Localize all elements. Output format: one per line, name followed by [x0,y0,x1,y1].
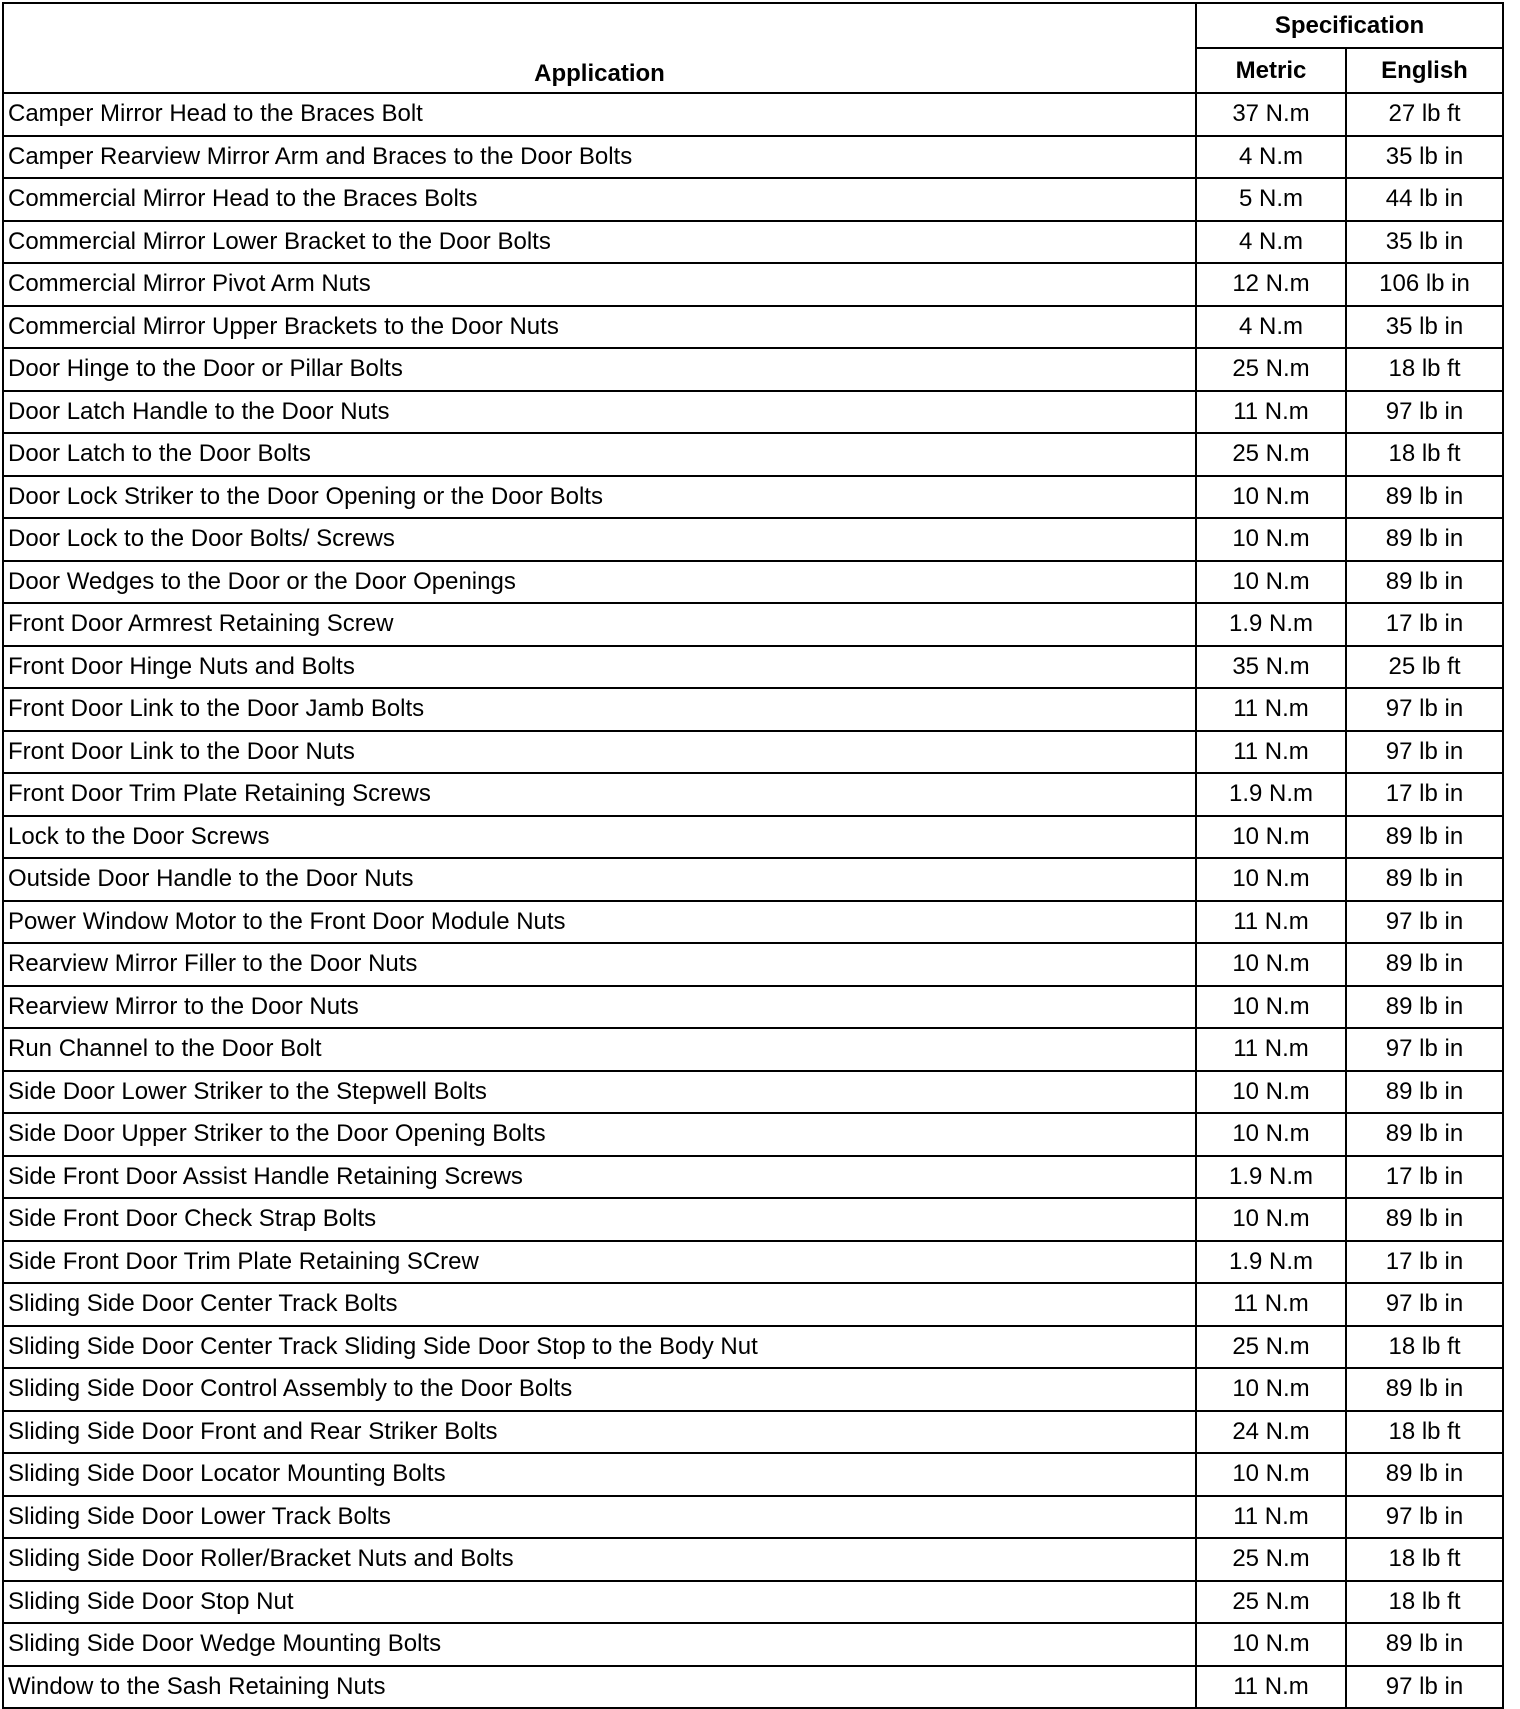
english-cell: 18 lb ft [1346,1326,1503,1369]
application-cell: Front Door Link to the Door Jamb Bolts [3,688,1196,731]
metric-cell: 35 N.m [1196,646,1346,689]
header-english: English [1346,48,1503,93]
table-row [3,1326,1503,1369]
english-cell: 17 lb in [1346,603,1503,646]
application-cell: Sliding Side Door Center Track Bolts [3,1283,1196,1326]
table-header [3,3,1503,93]
table-row [3,518,1503,561]
metric-cell: 10 N.m [1196,1113,1346,1156]
table-row [3,1538,1503,1581]
table-row [3,263,1503,306]
metric-cell: 10 N.m [1196,561,1346,604]
table-row [3,1028,1503,1071]
table-row [3,1368,1503,1411]
table-row [3,901,1503,944]
application-cell: Outside Door Handle to the Door Nuts [3,858,1196,901]
english-cell: 89 lb in [1346,1071,1503,1114]
metric-cell: 10 N.m [1196,1453,1346,1496]
fastener-spec-table [2,2,1504,1709]
english-cell: 44 lb in [1346,178,1503,221]
metric-cell: 1.9 N.m [1196,603,1346,646]
english-cell: 18 lb ft [1346,433,1503,476]
application-cell: Sliding Side Door Stop Nut [3,1581,1196,1624]
metric-cell: 4 N.m [1196,306,1346,349]
english-cell: 17 lb in [1346,1241,1503,1284]
header-application: Application [3,3,1196,93]
english-cell: 97 lb in [1346,1666,1503,1709]
english-cell: 89 lb in [1346,1198,1503,1241]
application-cell: Door Lock to the Door Bolts/ Screws [3,518,1196,561]
application-cell: Front Door Armrest Retaining Screw [3,603,1196,646]
table-row [3,561,1503,604]
english-cell: 89 lb in [1346,858,1503,901]
metric-cell: 10 N.m [1196,518,1346,561]
application-cell: Door Latch Handle to the Door Nuts [3,391,1196,434]
english-cell: 17 lb in [1346,773,1503,816]
english-cell: 89 lb in [1346,1368,1503,1411]
english-cell: 89 lb in [1346,561,1503,604]
english-cell: 35 lb in [1346,136,1503,179]
metric-cell: 10 N.m [1196,816,1346,859]
application-cell: Front Door Hinge Nuts and Bolts [3,646,1196,689]
table-row [3,178,1503,221]
english-cell: 27 lb ft [1346,93,1503,136]
english-cell: 89 lb in [1346,1453,1503,1496]
table-row [3,136,1503,179]
metric-cell: 10 N.m [1196,858,1346,901]
application-cell: Side Front Door Check Strap Bolts [3,1198,1196,1241]
table-row [3,1453,1503,1496]
application-cell: Rearview Mirror Filler to the Door Nuts [3,943,1196,986]
metric-cell: 1.9 N.m [1196,1156,1346,1199]
application-cell: Sliding Side Door Center Track Sliding Side Door Stop to the Body Nut [3,1326,1196,1369]
metric-cell: 25 N.m [1196,348,1346,391]
english-cell: 89 lb in [1346,518,1503,561]
metric-cell: 25 N.m [1196,1581,1346,1624]
application-cell: Camper Rearview Mirror Arm and Braces to the Door Bolts [3,136,1196,179]
english-cell: 97 lb in [1346,731,1503,774]
application-cell: Side Door Upper Striker to the Door Opening Bolts [3,1113,1196,1156]
metric-cell: 25 N.m [1196,433,1346,476]
english-cell: 89 lb in [1346,943,1503,986]
table-row [3,1198,1503,1241]
english-cell: 89 lb in [1346,1113,1503,1156]
table-row [3,646,1503,689]
metric-cell: 11 N.m [1196,1283,1346,1326]
application-cell: Camper Mirror Head to the Braces Bolt [3,93,1196,136]
header-specification: Specification [1196,3,1503,48]
english-cell: 97 lb in [1346,1028,1503,1071]
metric-cell: 11 N.m [1196,731,1346,774]
table-row [3,306,1503,349]
metric-cell: 37 N.m [1196,93,1346,136]
table-row [3,816,1503,859]
english-cell: 35 lb in [1346,221,1503,264]
english-cell: 89 lb in [1346,476,1503,519]
table-row [3,93,1503,136]
table-row [3,603,1503,646]
application-cell: Front Door Link to the Door Nuts [3,731,1196,774]
application-cell: Door Wedges to the Door or the Door Openings [3,561,1196,604]
application-cell: Sliding Side Door Front and Rear Striker Bolts [3,1411,1196,1454]
metric-cell: 4 N.m [1196,136,1346,179]
metric-cell: 11 N.m [1196,391,1346,434]
table-row [3,1071,1503,1114]
metric-cell: 4 N.m [1196,221,1346,264]
table-row [3,731,1503,774]
application-cell: Run Channel to the Door Bolt [3,1028,1196,1071]
header-metric: Metric [1196,48,1346,93]
metric-cell: 10 N.m [1196,1623,1346,1666]
table-row [3,1581,1503,1624]
application-cell: Sliding Side Door Lower Track Bolts [3,1496,1196,1539]
application-cell: Side Front Door Trim Plate Retaining SCrew [3,1241,1196,1284]
table-row [3,1156,1503,1199]
metric-cell: 10 N.m [1196,1368,1346,1411]
english-cell: 25 lb ft [1346,646,1503,689]
application-cell: Lock to the Door Screws [3,816,1196,859]
table-row [3,858,1503,901]
table-row [3,1283,1503,1326]
table-row [3,391,1503,434]
application-cell: Front Door Trim Plate Retaining Screws [3,773,1196,816]
metric-cell: 10 N.m [1196,943,1346,986]
application-cell: Commercial Mirror Head to the Braces Bolts [3,178,1196,221]
english-cell: 97 lb in [1346,1496,1503,1539]
metric-cell: 1.9 N.m [1196,1241,1346,1284]
english-cell: 17 lb in [1346,1156,1503,1199]
metric-cell: 1.9 N.m [1196,773,1346,816]
metric-cell: 10 N.m [1196,1071,1346,1114]
application-cell: Door Hinge to the Door or Pillar Bolts [3,348,1196,391]
metric-cell: 11 N.m [1196,1496,1346,1539]
table-row [3,1666,1503,1709]
english-cell: 97 lb in [1346,391,1503,434]
application-cell: Door Latch to the Door Bolts [3,433,1196,476]
application-cell: Side Front Door Assist Handle Retaining Screws [3,1156,1196,1199]
table-body [3,93,1503,1708]
english-cell: 18 lb ft [1346,1538,1503,1581]
english-cell: 97 lb in [1346,901,1503,944]
metric-cell: 10 N.m [1196,476,1346,519]
table-row [3,943,1503,986]
english-cell: 18 lb ft [1346,1411,1503,1454]
english-cell: 35 lb in [1346,306,1503,349]
metric-cell: 24 N.m [1196,1411,1346,1454]
english-cell: 106 lb in [1346,263,1503,306]
application-cell: Window to the Sash Retaining Nuts [3,1666,1196,1709]
application-cell: Commercial Mirror Upper Brackets to the Door Nuts [3,306,1196,349]
english-cell: 18 lb ft [1346,348,1503,391]
table-row [3,433,1503,476]
application-cell: Side Door Lower Striker to the Stepwell Bolts [3,1071,1196,1114]
metric-cell: 11 N.m [1196,1666,1346,1709]
metric-cell: 11 N.m [1196,1028,1346,1071]
table-row [3,348,1503,391]
metric-cell: 10 N.m [1196,986,1346,1029]
table-row [3,986,1503,1029]
table-row [3,1241,1503,1284]
metric-cell: 11 N.m [1196,688,1346,731]
application-cell: Commercial Mirror Lower Bracket to the Door Bolts [3,221,1196,264]
table-row [3,773,1503,816]
application-cell: Power Window Motor to the Front Door Module Nuts [3,901,1196,944]
application-cell: Commercial Mirror Pivot Arm Nuts [3,263,1196,306]
table-row [3,1113,1503,1156]
english-cell: 89 lb in [1346,816,1503,859]
english-cell: 18 lb ft [1346,1581,1503,1624]
application-cell: Sliding Side Door Locator Mounting Bolts [3,1453,1196,1496]
metric-cell: 10 N.m [1196,1198,1346,1241]
metric-cell: 25 N.m [1196,1538,1346,1581]
english-cell: 89 lb in [1346,1623,1503,1666]
metric-cell: 5 N.m [1196,178,1346,221]
table-row [3,1623,1503,1666]
table-row [3,476,1503,519]
application-cell: Sliding Side Door Control Assembly to the Door Bolts [3,1368,1196,1411]
table-row [3,1496,1503,1539]
table-row [3,688,1503,731]
application-cell: Rearview Mirror to the Door Nuts [3,986,1196,1029]
english-cell: 89 lb in [1346,986,1503,1029]
application-cell: Sliding Side Door Roller/Bracket Nuts and Bolts [3,1538,1196,1581]
table-row [3,221,1503,264]
table-row [3,1411,1503,1454]
english-cell: 97 lb in [1346,688,1503,731]
metric-cell: 12 N.m [1196,263,1346,306]
application-cell: Door Lock Striker to the Door Opening or the Door Bolts [3,476,1196,519]
application-cell: Sliding Side Door Wedge Mounting Bolts [3,1623,1196,1666]
english-cell: 97 lb in [1346,1283,1503,1326]
metric-cell: 11 N.m [1196,901,1346,944]
metric-cell: 25 N.m [1196,1326,1346,1369]
